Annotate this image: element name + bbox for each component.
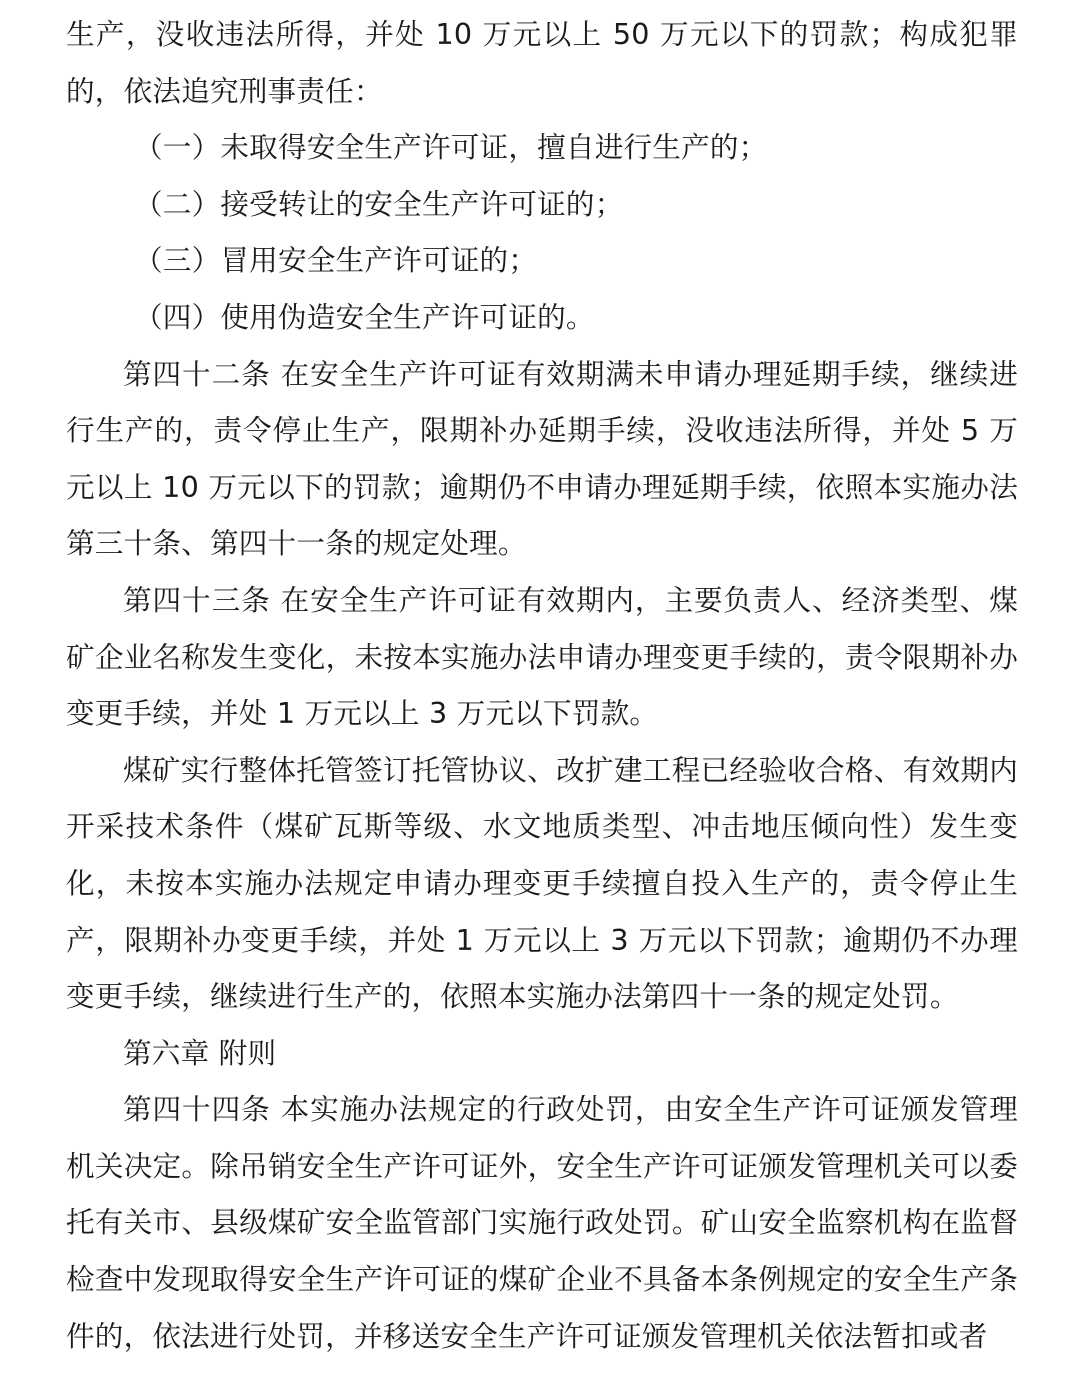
article-43: 第四十三条 在安全生产许可证有效期内，主要负责人、经济类型、煤矿企业名称发生变化，未按本实施办法申请办理变更手续的，责令限期补办变更手续，并处 1 万元以上 3 万元以下罚款。: [66, 582, 1018, 731]
article-43-paragraph-2: 煤矿实行整体托管签订托管协议、改扩建工程已经验收合格、有效期内开采技术条件（煤矿瓦斯等级、水文地质类型、冲击地压倾向性）发生变化，未按本实施办法规定申请办理变更手续擅自投入生产的，责令停止生产，限期补办变更手续，并处 1 万元以上 3 万元以下罚款；逾期仍不办理变更手续，继续进行生产的，依照本实施办法第四十一条的规定处罚。: [66, 752, 1018, 1014]
paragraph-continuation: 生产，没收违法所得，并处 10 万元以上 50 万元以下的罚款；构成犯罪的，依法追究刑事责任：: [66, 17, 1018, 108]
chapter-heading: 第六章 附则: [123, 1035, 277, 1070]
article-42: 第四十二条 在安全生产许可证有效期满未申请办理延期手续，继续进行生产的，责令停止生产，限期补办延期手续，没收违法所得，并处 5 万元以上 10 万元以下的罚款；逾期仍不申请办理延期手续，依照本实施办法第三十条、第四十一条的规定处理。: [66, 356, 1018, 561]
list-item: （一）未取得安全生产许可证，擅自进行生产的；: [134, 130, 768, 165]
list-item: （二）接受转让的安全生产许可证的；: [134, 186, 624, 221]
article-44: 第四十四条 本实施办法规定的行政处罚，由安全生产许可证颁发管理机关决定。除吊销安全生产许可证外，安全生产许可证颁发管理机关可以委托有关市、县级煤矿安全监管部门实施行政处罚。矿山安全监察机构在监督检查中发现取得安全生产许可证的煤矿企业不具备本条例规定的安全生产条件的，依法进行处罚，并移送安全生产许可证颁发管理机关依法暂扣或者: [66, 1092, 1018, 1353]
document-body: [66, 0, 1018, 1364]
list-item: （四）使用伪造安全生产许可证的。: [134, 299, 595, 334]
list-item: （三）冒用安全生产许可证的；: [134, 243, 538, 278]
